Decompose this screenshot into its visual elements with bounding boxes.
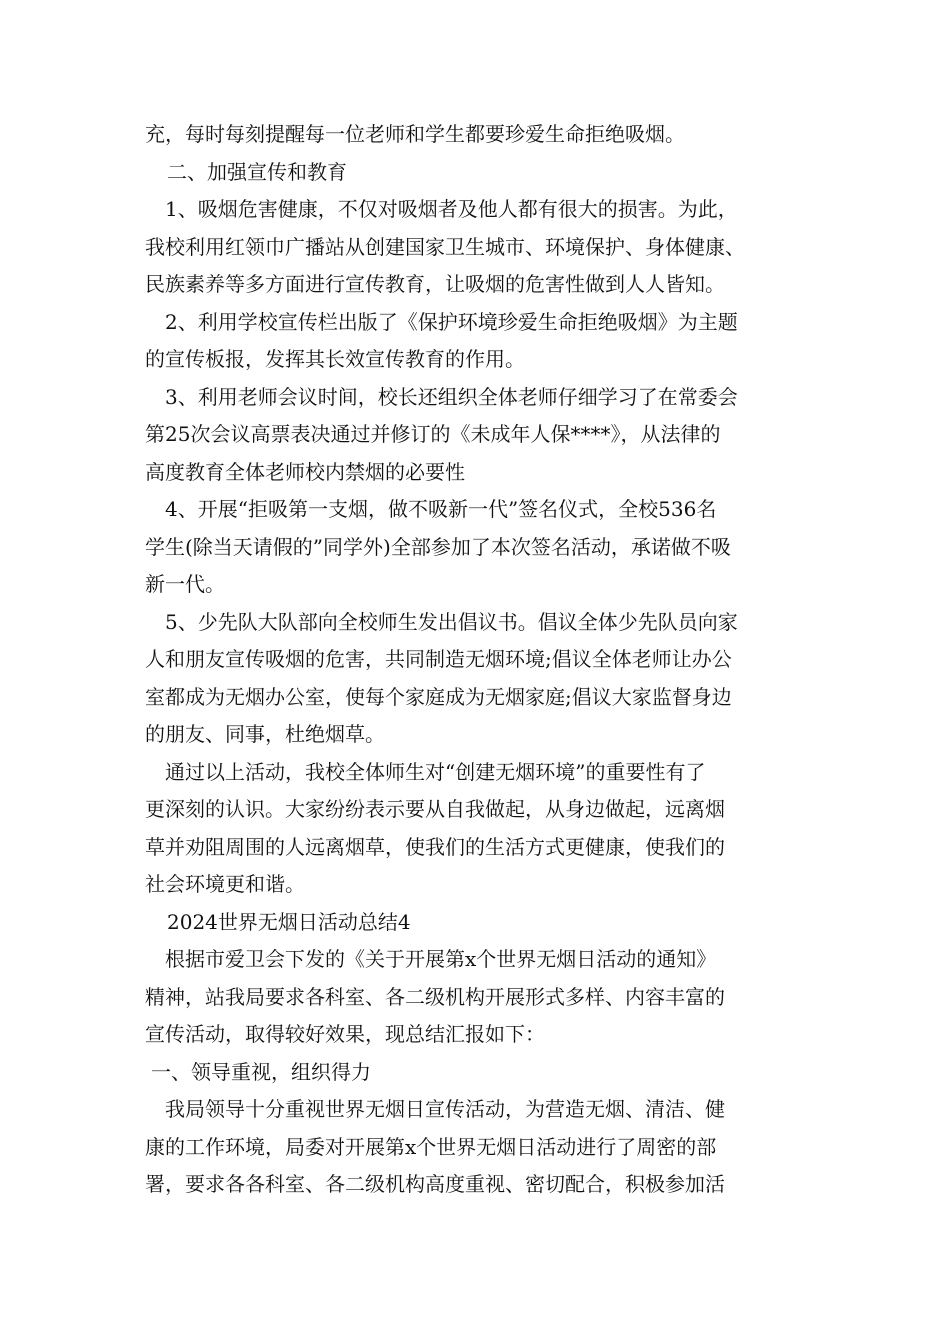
- text-line: 充，每时每刻提醒每一位老师和学生都要珍爱生命拒绝吸烟。: [145, 122, 685, 146]
- text-line: 我局领导十分重视世界无烟日宣传活动，为营造无烟、清洁、健: [165, 1097, 725, 1121]
- text-line: 的朋友、同事，杜绝烟草。: [145, 722, 385, 746]
- text-line: 室都成为无烟办公室，使每个家庭成为无烟家庭;倡议大家监督身边: [145, 684, 732, 709]
- text-line: 4、开展“拒吸第一支烟，做不吸新一代”签名仪式，全校536名: [165, 497, 717, 521]
- text-line: 新一代。: [145, 572, 225, 596]
- text-line: 二、加强宣传和教育: [167, 159, 347, 184]
- text-line: 的宣传板报，发挥其长效宣传教育的作用。: [145, 347, 525, 371]
- text-line: 精神，站我局要求各科室、各二级机构开展形式多样、内容丰富的: [145, 984, 725, 1009]
- text-line: 更深刻的认识。大家纷纷表示要从自我做起，从身边做起，远离烟: [145, 797, 725, 821]
- text-line: 1、吸烟危害健康，不仅对吸烟者及他人都有很大的损害。为此，: [165, 197, 738, 221]
- text-line: 我校利用红领巾广播站从创建国家卫生城市、环境保护、身体健康、: [145, 234, 745, 259]
- document-body: [145, 116, 835, 1204]
- text-line: 2024世界无烟日活动总结4: [167, 909, 411, 934]
- text-line: 草并劝阻周围的人远离烟草，使我们的生活方式更健康，使我们的: [145, 834, 725, 859]
- text-line: 3、利用老师会议时间，校长还组织全体老师仔细学习了在常委会: [165, 384, 738, 409]
- text-line: 2、利用学校宣传栏出版了《保护环境珍爱生命拒绝吸烟》为主题: [165, 309, 738, 334]
- text-line: 学生(除当天请假的”同学外)全部参加了本次签名活动，承诺做不吸: [145, 534, 731, 559]
- text-line: 康的工作环境，局委对开展第x个世界无烟日活动进行了周密的部: [145, 1134, 717, 1159]
- text-line: 人和朋友宣传吸烟的危害，共同制造无烟环境;倡议全体老师让办公: [145, 647, 732, 671]
- text-line: 署，要求各各科室、各二级机构高度重视、密切配合，积极参加活: [145, 1172, 725, 1196]
- text-line: 通过以上活动，我校全体师生对“创建无烟环境”的重要性有了: [165, 759, 706, 784]
- text-line: 社会环境更和谐。: [145, 872, 305, 896]
- text-line: 第25次会议高票表决通过并修订的《未成年人保****》，从法律的: [145, 422, 721, 446]
- text-line: 一、领导重视，组织得力: [151, 1059, 371, 1084]
- text-line: 5、少先队大队部向全校师生发出倡议书。倡议全体少先队员向家: [165, 609, 738, 634]
- text-line: 民族素养等多方面进行宣传教育，让吸烟的危害性做到人人皆知。: [145, 272, 725, 296]
- text-line: 高度教育全体老师校内禁烟的必要性: [145, 459, 465, 484]
- text-line: 根据市爱卫会下发的《关于开展第x个世界无烟日活动的通知》: [165, 947, 717, 971]
- text-line: 宣传活动，取得较好效果，现总结汇报如下：: [145, 1022, 545, 1046]
